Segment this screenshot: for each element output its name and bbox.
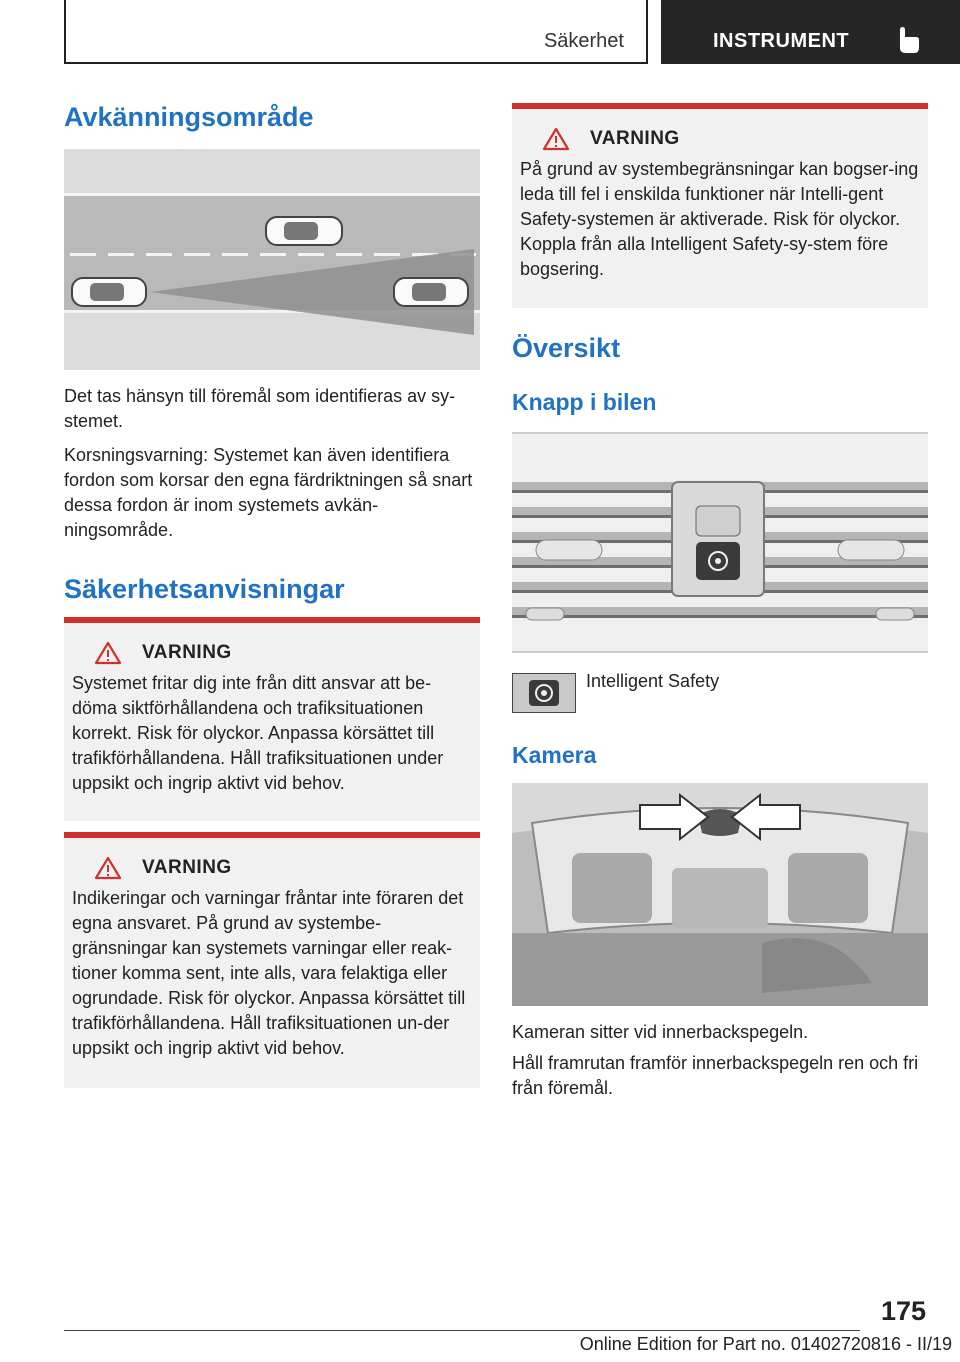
warning-triangle-icon [542, 127, 570, 151]
heading-button-in-car: Knapp i bilen [512, 389, 657, 415]
header-section-box [64, 0, 648, 64]
footer-divider [64, 1330, 860, 1331]
intelligent-safety-button[interactable] [512, 673, 576, 713]
warning-text: Indikeringar och varningar fråntar inte föraren det egna ansvaret. På grund av systembe-gränsningar kan systemets varningar eller reak-tioner komma sent, inte alls, vara felaktiga eller ogrundade. Risk för olyckor. Anpassa körsättet till trafikförhållandena. Håll trafiksituationen un-der uppsikt och ingrip aktivt vid behov. [72, 888, 466, 1058]
sensing-area-figure [64, 149, 480, 370]
header-chapter-tab[interactable] [661, 0, 960, 64]
warning-box-1 [64, 617, 480, 821]
header-section-title: Säkerhet [543, 30, 624, 52]
intelligent-safety-label: Intelligent Safety [586, 671, 720, 691]
warning-triangle-icon [94, 641, 122, 665]
footer-edition: Online Edition for Part no. 01402720816 - II/19 [579, 1334, 952, 1354]
header-chapter-title: INSTRUMENT [713, 30, 850, 52]
heading-safety-instructions: Säkerhetsanvisningar [64, 574, 345, 604]
warning-triangle-icon [94, 856, 122, 880]
sensing-paragraph-1: Det tas hänsyn till föremål som identifieras av sy-stemet. [64, 386, 456, 431]
warning-box-2 [64, 832, 480, 1088]
page-number: 175 [880, 1296, 926, 1326]
sensing-paragraph-2: Korsningsvarning: Systemet kan även identifiera fordon som korsar den egna färdriktningen så snart dessa fordon är inom systemets avkän-ningsområde. [64, 445, 473, 540]
vehicle-side [266, 217, 342, 245]
heading-camera: Kamera [512, 742, 597, 768]
camera-paragraph-1: Kameran sitter vid innerbackspegeln. [512, 1022, 809, 1042]
button-in-car-figure [512, 432, 928, 653]
intelligent-safety-icon [513, 674, 575, 712]
vehicle-ahead [394, 278, 468, 306]
warning-text: Systemet fritar dig inte från ditt ansvar att be-döma siktförhållandena och trafiksituationen korrekt. Risk för olyckor. Anpassa körsättet till trafikförhållandena. Håll trafiksituationen under uppsikt och ingrip aktivt vid behov. [72, 673, 444, 793]
warning-text: På grund av systembegränsningar kan bogser-ing leda till fel i enskilda funktioner när Intelli-gent Safety-systemen är aktiverade. Risk för olyckor. Koppla från alla Intelligent Safety-sy-stem före bogsering. [520, 159, 919, 279]
warning-box-3 [512, 103, 928, 308]
vehicle-own [72, 278, 146, 306]
warning-title: VARNING [142, 857, 232, 878]
camera-paragraph-2: Håll framrutan framför innerbackspegeln ren och fri från föremål. [512, 1053, 919, 1098]
warning-title: VARNING [142, 642, 232, 663]
heading-overview: Översikt [512, 333, 621, 363]
camera-figure [512, 783, 928, 1006]
warning-title: VARNING [590, 128, 680, 149]
pointing-hand-icon [897, 26, 921, 54]
heading-sensing-area: Avkänningsområde [64, 102, 314, 132]
button-legend-row [512, 673, 928, 713]
